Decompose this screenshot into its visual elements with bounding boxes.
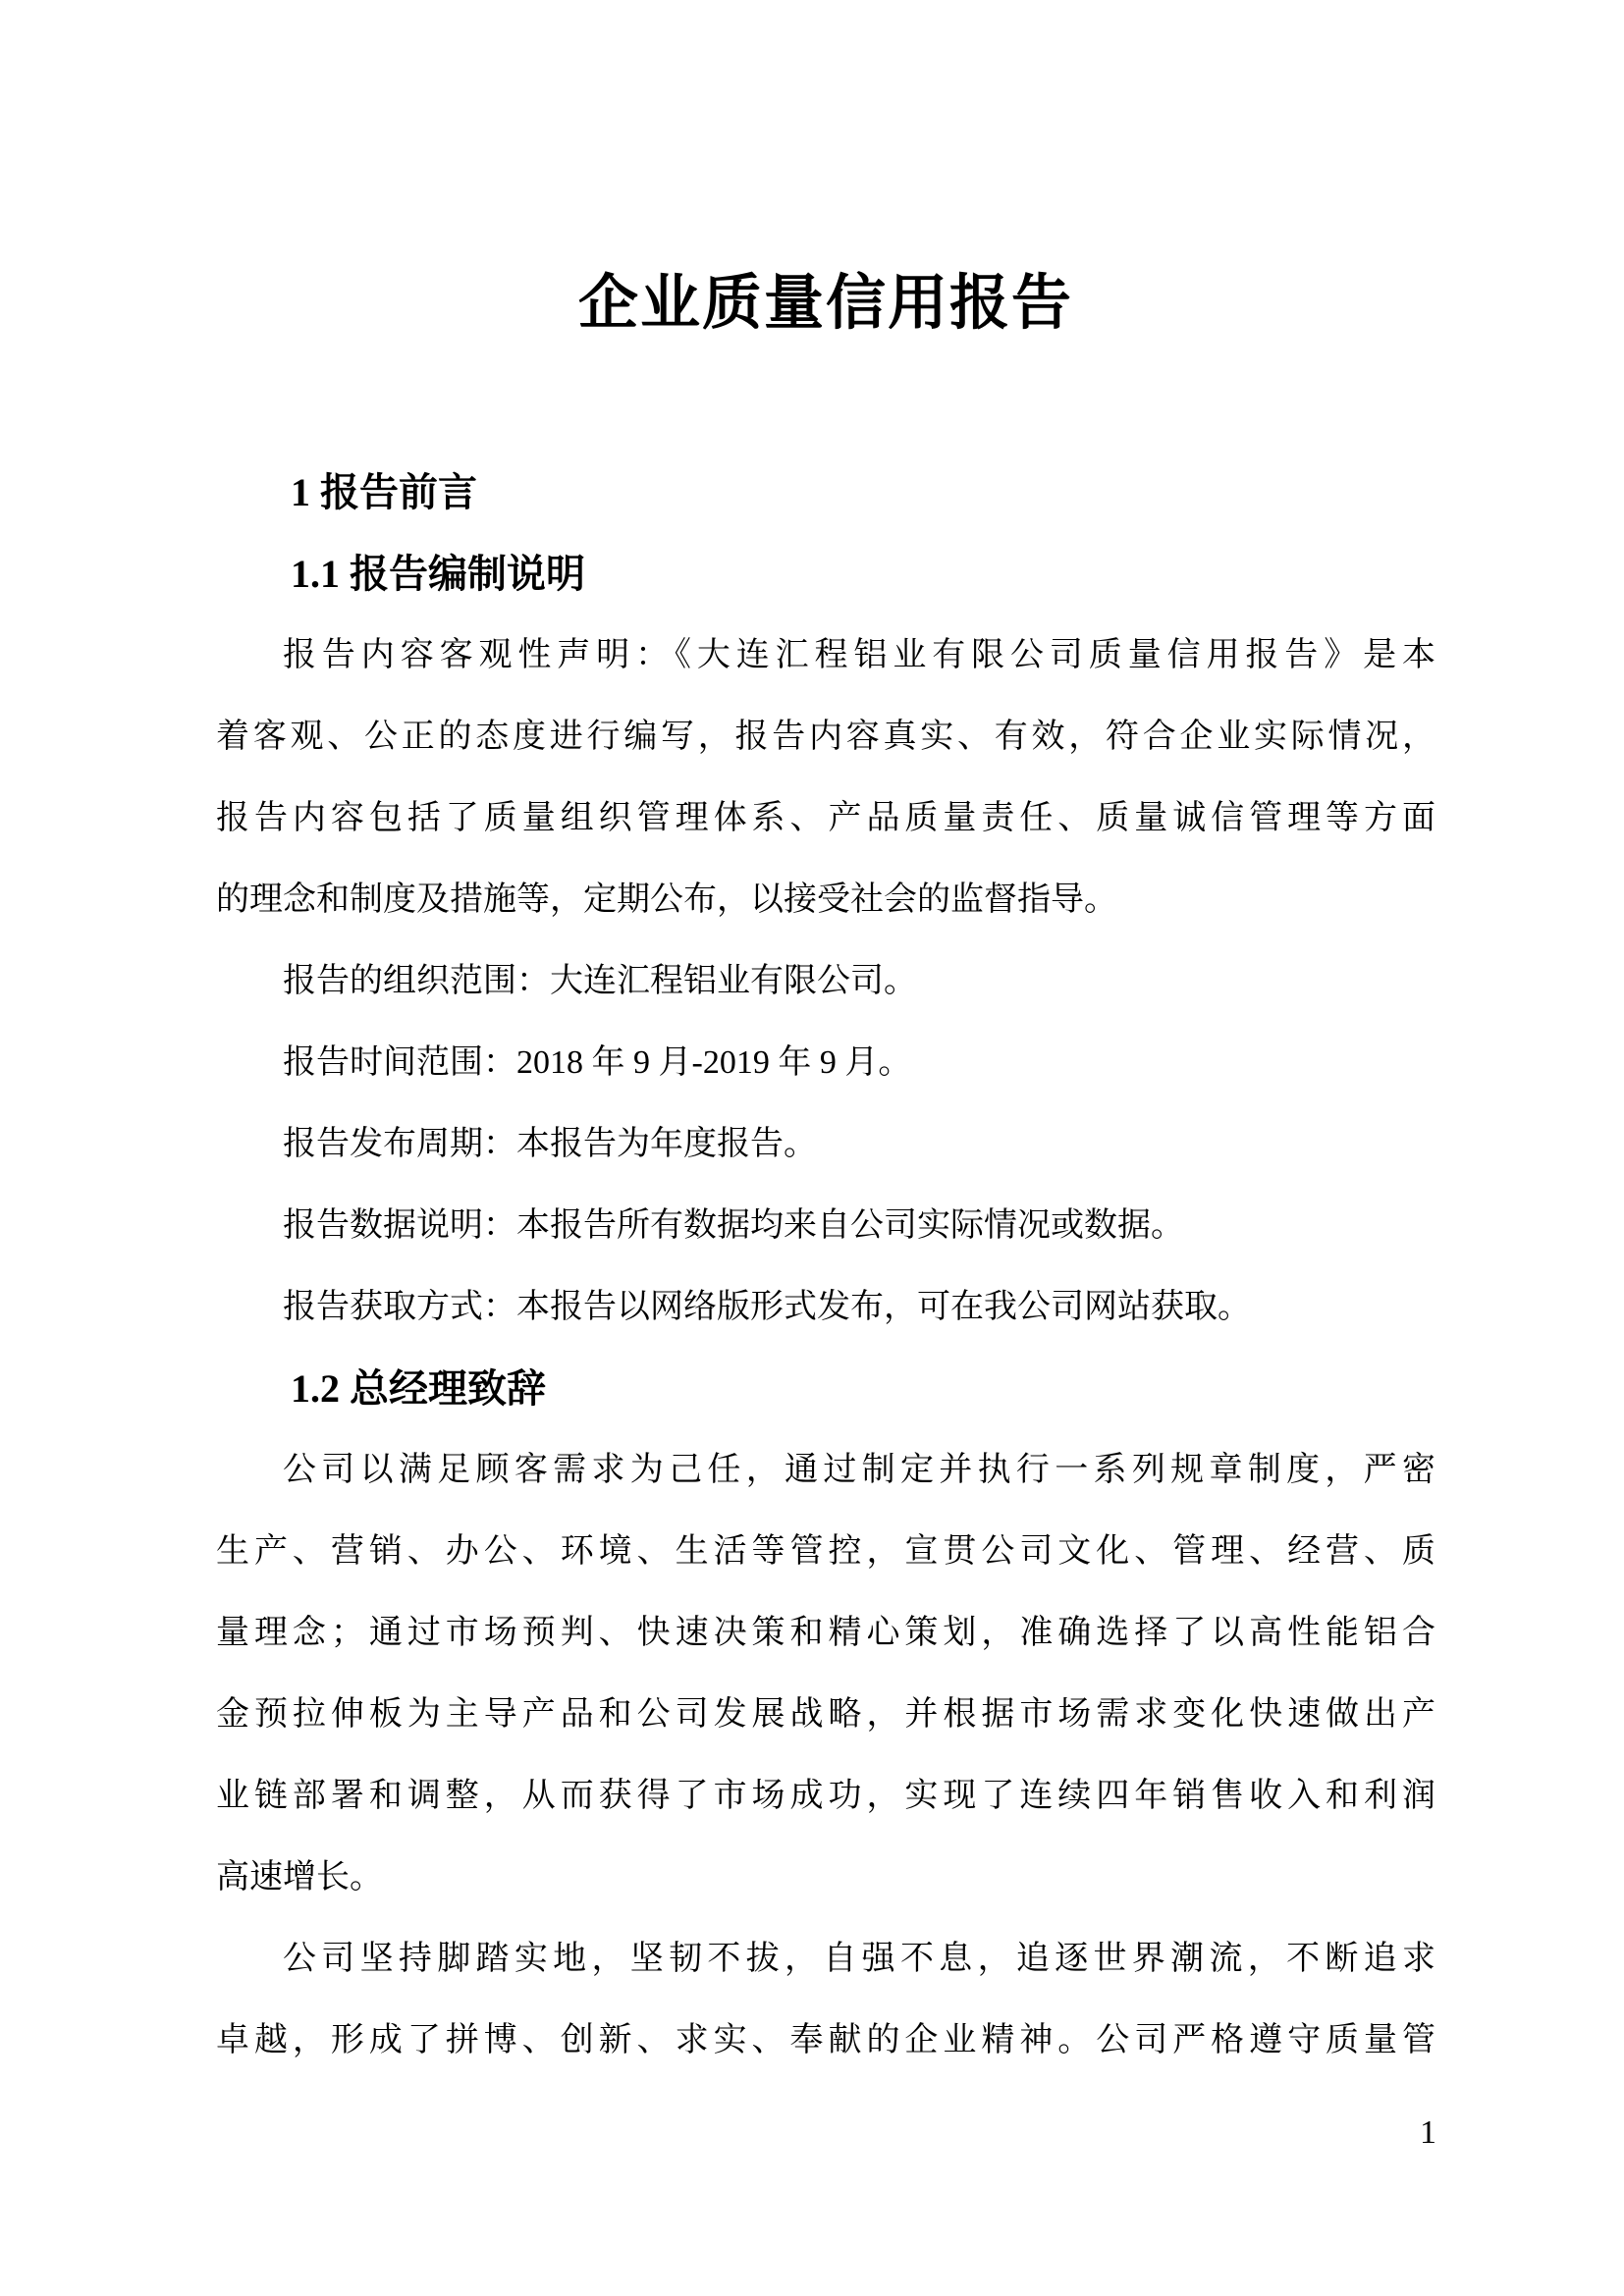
text-line: 报告内容客观性声明：《大连汇程铝业有限公司质量信用报告》是本	[283, 637, 1435, 673]
section-heading-1: 1 报告前言	[291, 470, 477, 514]
section-heading-1-1: 1.1 报告编制说明	[291, 552, 585, 596]
page-number: 1	[1420, 2114, 1436, 2151]
text-line: 高速增长。	[216, 1859, 383, 1896]
section-heading-1-2: 1.2 总经理致辞	[291, 1366, 546, 1411]
text-line: 报告内容包括了质量组织管理体系、产品质量责任、质量诚信管理等方面	[216, 800, 1435, 836]
paragraph-report-statement	[216, 614, 1435, 940]
document-title: 企业质量信用报告	[577, 271, 1073, 337]
text-line: 生产、营销、办公、环境、生活等管控，宣贯公司文化、管理、经营、质	[216, 1533, 1435, 1570]
text-line: 卓越，形成了拼博、创新、求实、奉献的企业精神。公司严格遵守质量管	[216, 2022, 1435, 2058]
text-line: 公司以满足顾客需求为己任，通过制定并执行一系列规章制度，严密	[283, 1452, 1435, 1488]
text-line: 公司坚持脚踏实地，坚韧不拔，自强不息，追逐世界潮流，不断追求	[283, 1941, 1435, 1977]
paragraph-report-data-note	[216, 1185, 1435, 1266]
paragraph-gm-speech-1	[216, 1429, 1435, 1918]
paragraph-report-period	[216, 1022, 1435, 1103]
text-line: 金预拉伸板为主导产品和公司发展战略，并根据市场需求变化快速做出产	[216, 1696, 1435, 1733]
text-line: 的理念和制度及措施等，定期公布，以接受社会的监督指导。	[216, 881, 1117, 918]
text-line: 报告的组织范围：大连汇程铝业有限公司。	[283, 963, 917, 999]
text-line: 量理念；通过市场预判、快速决策和精心策划，准确选择了以高性能铝合	[216, 1615, 1435, 1651]
text-line: 报告数据说明：本报告所有数据均来自公司实际情况或数据。	[283, 1207, 1184, 1244]
text-line: 业链部署和调整，从而获得了市场成功，实现了连续四年销售收入和利润	[216, 1778, 1435, 1814]
text-line: 报告时间范围：2018 年 9 月-2019 年 9 月。	[283, 1044, 912, 1081]
text-line: 报告发布周期：本报告为年度报告。	[283, 1126, 817, 1162]
paragraph-report-scope	[216, 940, 1435, 1022]
paragraph-gm-speech-2	[216, 1918, 1435, 2081]
text-line: 报告获取方式：本报告以网络版形式发布，可在我公司网站获取。	[283, 1289, 1251, 1325]
paragraph-report-cycle	[216, 1103, 1435, 1185]
paragraph-report-access	[216, 1266, 1435, 1348]
document-body	[216, 452, 1435, 2081]
text-line: 着客观、公正的态度进行编写，报告内容真实、有效，符合企业实际情况，	[216, 719, 1435, 755]
